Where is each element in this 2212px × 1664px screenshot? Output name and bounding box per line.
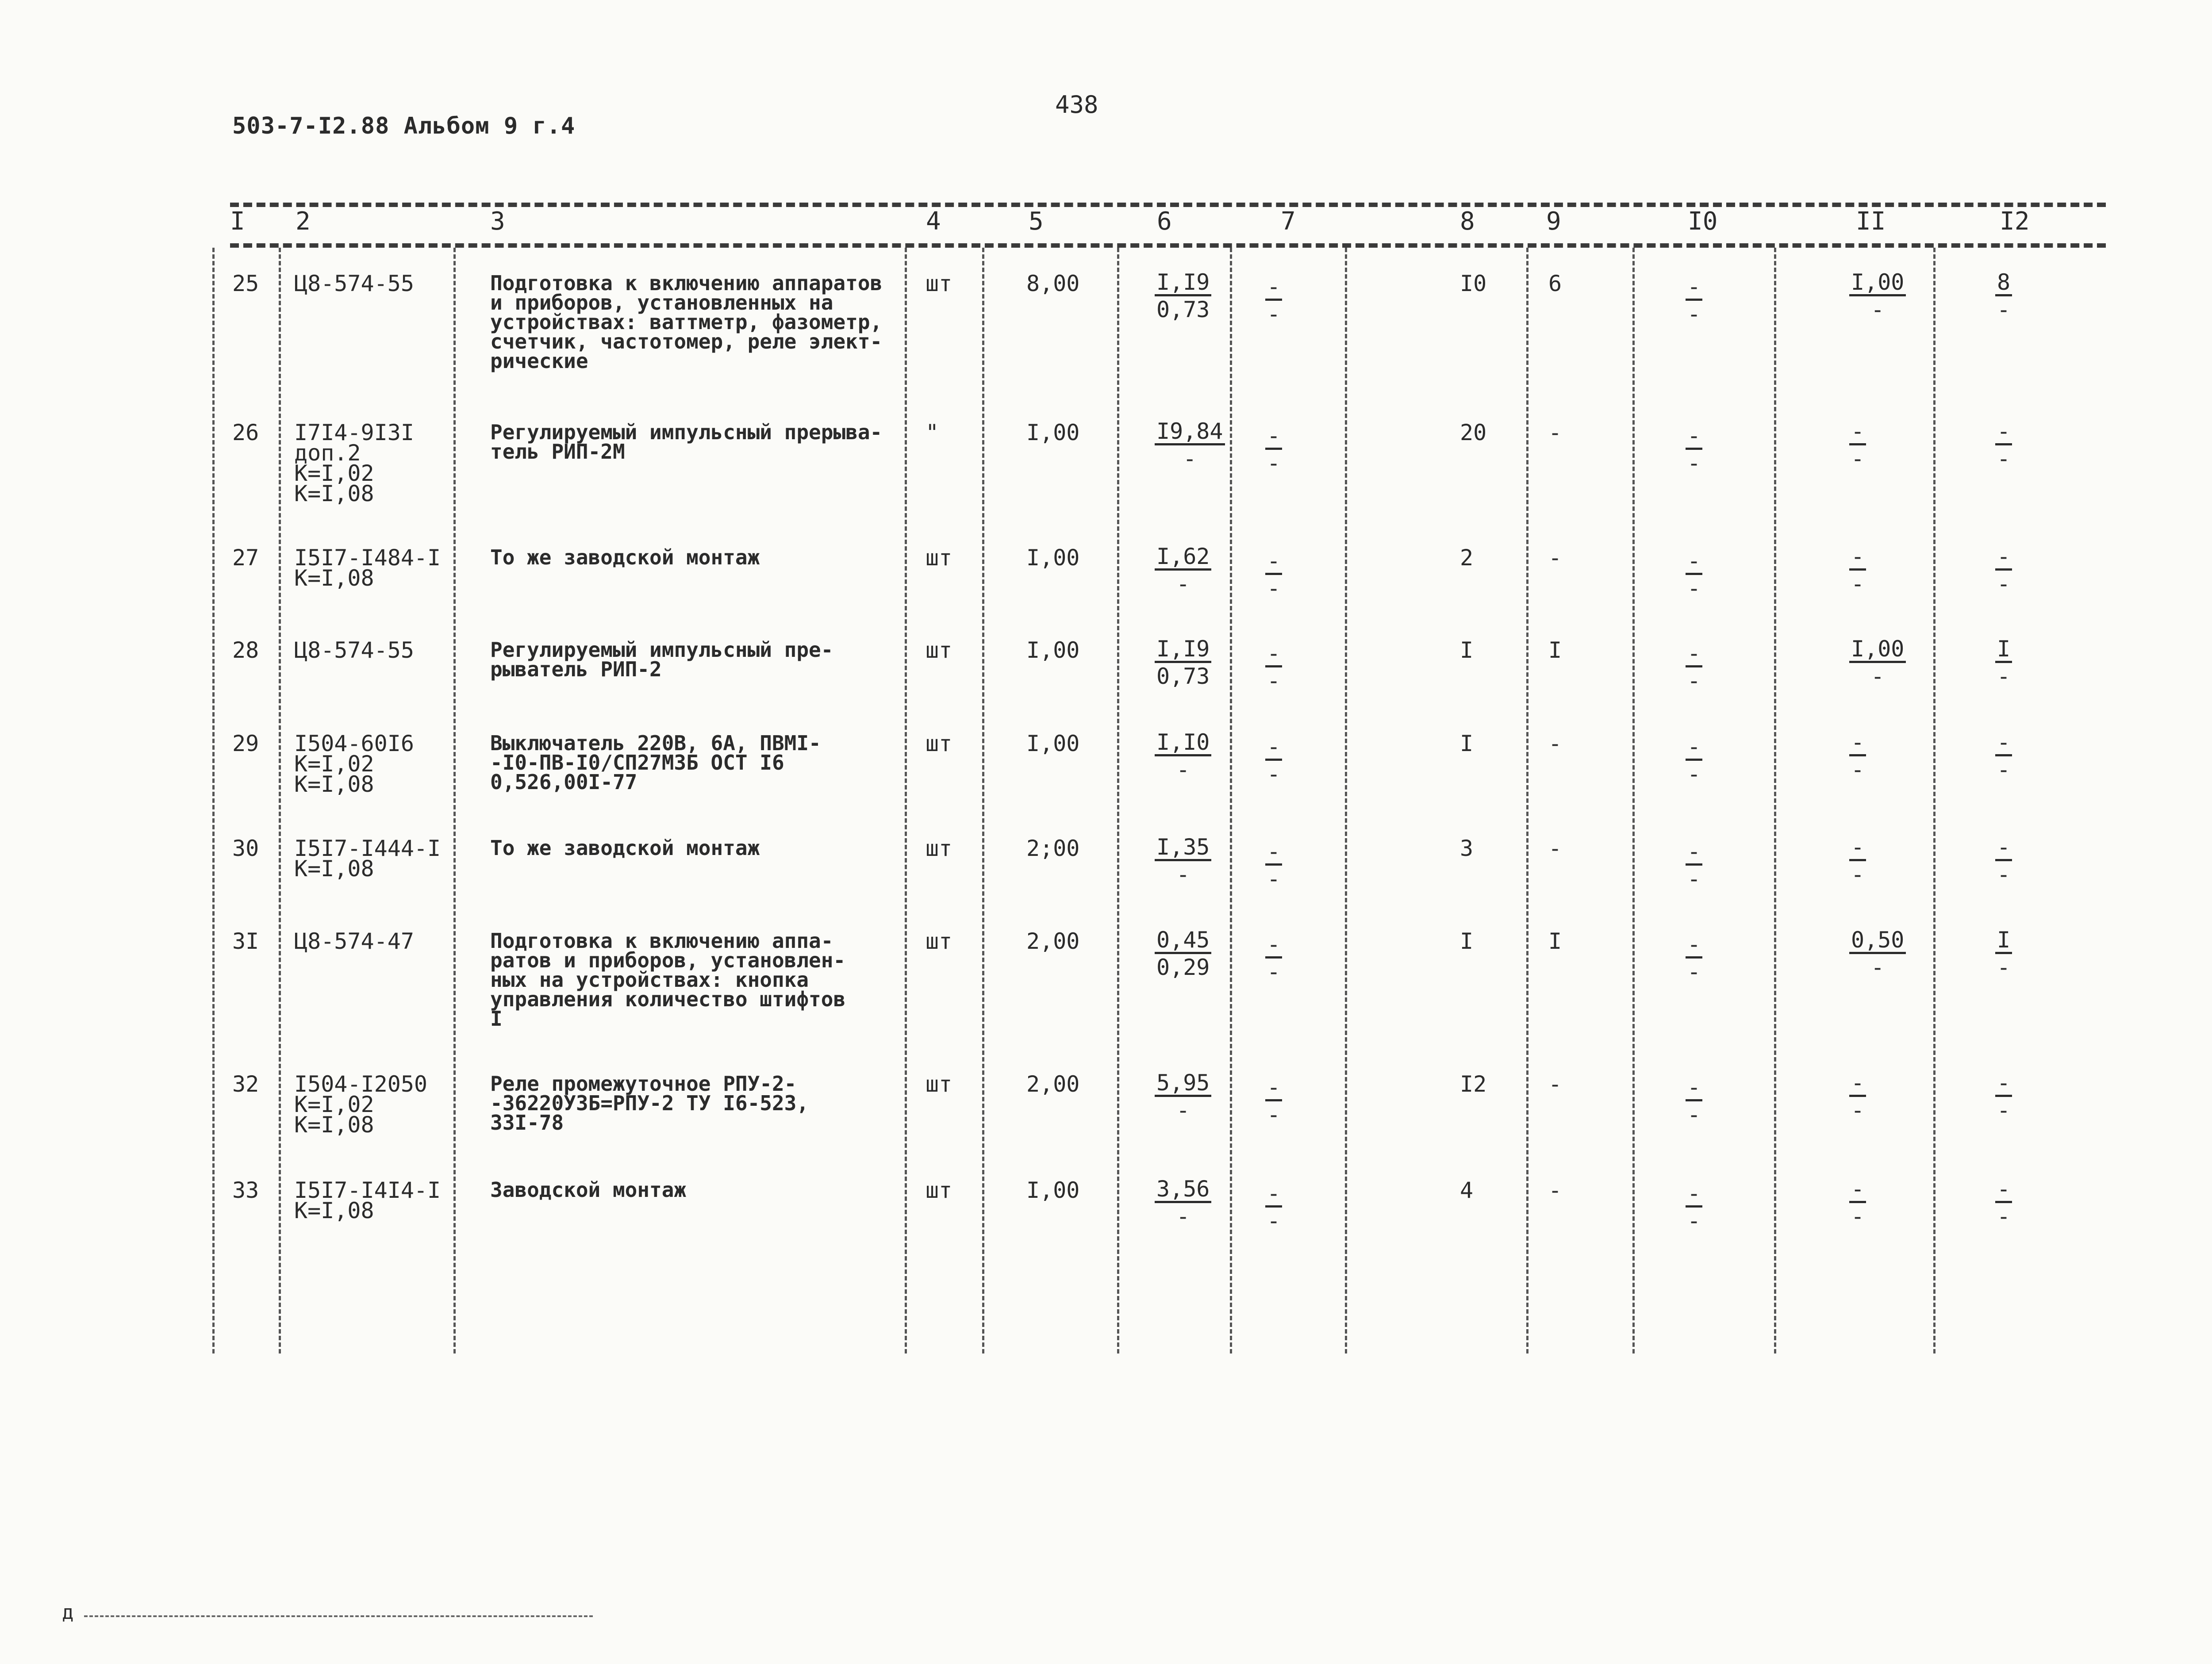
- column-number: 2: [296, 207, 311, 236]
- col6-value-denominator: 0,73: [1156, 297, 1210, 322]
- col12-value-numerator: -: [1995, 730, 2012, 756]
- col12-value: [1995, 636, 2012, 690]
- col7-value-denominator: -: [1267, 575, 1281, 601]
- col7-value-numerator: -: [1265, 641, 1282, 667]
- col10-value: [1686, 733, 1702, 787]
- col7-value-denominator: -: [1267, 761, 1281, 787]
- col8-value: 2: [1460, 545, 1474, 571]
- col11-value-numerator: I,00: [1849, 270, 1906, 296]
- col12-value-numerator: 8: [1995, 270, 2012, 296]
- work-description: То же заводской монтаж: [490, 545, 760, 569]
- col6-value: [1155, 1070, 1211, 1123]
- col12-value-denominator: -: [1997, 1204, 2011, 1229]
- col11-value-denominator: -: [1871, 663, 1885, 689]
- col12-value: [1995, 418, 2012, 472]
- quantity: I,00: [1026, 731, 1080, 756]
- col6-value-numerator: I,62: [1155, 544, 1211, 571]
- col7-value-denominator: -: [1267, 450, 1281, 476]
- col6-value-numerator: 3,56: [1155, 1177, 1211, 1203]
- work-description: Реле промежуточное РПУ-2- -36220У3Б=РПУ-2 ТУ I6-523, 33I-78: [490, 1072, 809, 1135]
- col7-value-denominator: -: [1267, 1208, 1281, 1234]
- norm-code: Ц8-574-55: [294, 637, 414, 663]
- row-number: 27: [232, 545, 259, 571]
- col10-value-numerator: -: [1686, 735, 1702, 761]
- col6-value-numerator: I,I9: [1155, 270, 1211, 296]
- norm-code: I5I7-I4I4-I К=I,08: [294, 1177, 441, 1223]
- column-number: 9: [1546, 207, 1561, 236]
- column-divider: [279, 248, 281, 1353]
- col12-value-denominator: -: [1997, 955, 2011, 980]
- col10-value-denominator: -: [1687, 959, 1701, 985]
- col10-value: [1686, 422, 1702, 476]
- col7-value-numerator: -: [1265, 549, 1282, 575]
- quantity: 2,00: [1026, 1071, 1080, 1097]
- column-number: II: [1856, 207, 1886, 236]
- column-divider: [1933, 248, 1936, 1353]
- column-number: 4: [926, 207, 941, 236]
- col7-value-denominator: -: [1267, 959, 1281, 985]
- col6-value-denominator: -: [1176, 1204, 1190, 1229]
- unit: шт: [926, 1177, 952, 1203]
- col10-value: [1686, 548, 1702, 602]
- col11-value-numerator: -: [1849, 419, 1866, 445]
- col6-value-denominator: 0,29: [1156, 955, 1210, 980]
- column-divider: [1774, 248, 1776, 1353]
- col11-value-denominator: -: [1851, 757, 1865, 782]
- col7-value: [1265, 422, 1282, 476]
- quantity: I,00: [1026, 637, 1080, 663]
- table-header-border: [230, 243, 2106, 248]
- quantity: 8,00: [1026, 271, 1080, 296]
- col10-value: [1686, 1180, 1702, 1234]
- col11-value-numerator: 0,50: [1849, 928, 1906, 954]
- col11-value-numerator: -: [1849, 544, 1866, 571]
- work-description: Подготовка к включению аппаратов и приборов, установленных на устройствах: ваттметр, фазометр, счетчик, частотомер, реле элект- рические: [490, 271, 883, 373]
- col12-value-numerator: -: [1995, 544, 2012, 571]
- column-number: 3: [490, 207, 505, 236]
- col7-value: [1265, 838, 1282, 892]
- col6-value-denominator: -: [1176, 571, 1190, 597]
- col11-value: [1849, 1176, 1866, 1230]
- col10-value-numerator: -: [1686, 641, 1702, 667]
- col6-value-numerator: I,I9: [1155, 637, 1211, 663]
- col7-value: [1265, 1180, 1282, 1234]
- col6-value: [1155, 636, 1211, 690]
- col12-value: [1995, 269, 2012, 323]
- col8-value: I2: [1460, 1071, 1487, 1097]
- col10-value-denominator: -: [1687, 1102, 1701, 1127]
- col6-value-numerator: I9,84: [1155, 419, 1225, 445]
- col10-value: [1686, 931, 1702, 985]
- col12-value-numerator: -: [1995, 419, 2012, 445]
- col10-value-denominator: -: [1687, 761, 1701, 787]
- col6-value-denominator: 0,73: [1156, 663, 1210, 689]
- col11-value: [1849, 636, 1906, 690]
- column-divider: [1345, 248, 1347, 1353]
- col10-value-numerator: -: [1686, 932, 1702, 959]
- col10-value-denominator: -: [1687, 866, 1701, 892]
- col12-value: [1995, 543, 2012, 597]
- unit: ": [926, 420, 939, 445]
- col6-value: [1155, 834, 1211, 888]
- col12-value: [1995, 927, 2012, 981]
- col7-value: [1265, 273, 1282, 327]
- norm-code: I504-60I6 К=I,02 К=I,08: [294, 731, 414, 797]
- column-number: 5: [1029, 207, 1044, 236]
- col8-value: I: [1460, 731, 1474, 756]
- col11-value: [1849, 834, 1866, 888]
- unit: шт: [926, 271, 952, 296]
- col11-value-numerator: -: [1849, 730, 1866, 756]
- col11-value: [1849, 543, 1866, 597]
- col7-value: [1265, 931, 1282, 985]
- col12-value: [1995, 729, 2012, 783]
- col7-value-denominator: -: [1267, 301, 1281, 327]
- col12-value-denominator: -: [1997, 757, 2011, 782]
- col10-value-denominator: -: [1687, 575, 1701, 601]
- col12-value: [1995, 834, 2012, 888]
- col6-value-numerator: 5,95: [1155, 1071, 1211, 1097]
- col6-value: [1155, 543, 1211, 597]
- col11-value-numerator: -: [1849, 835, 1866, 861]
- col7-value-numerator: -: [1265, 275, 1282, 301]
- column-divider: [1117, 248, 1119, 1353]
- column-divider: [1526, 248, 1528, 1353]
- norm-code: Ц8-574-55: [294, 271, 414, 296]
- norm-code: I504-I2050 К=I,02 К=I,08: [294, 1071, 428, 1138]
- column-number: I: [230, 207, 245, 236]
- column-divider: [982, 248, 984, 1353]
- col8-value: I: [1460, 928, 1474, 954]
- col11-value: [1849, 269, 1906, 323]
- col11-value-numerator: -: [1849, 1177, 1866, 1203]
- col10-value-denominator: -: [1687, 668, 1701, 694]
- col12-value-denominator: -: [1997, 297, 2011, 322]
- col6-value-numerator: I,I0: [1155, 730, 1211, 756]
- col12-value-numerator: I: [1995, 637, 2012, 663]
- col9-value: -: [1548, 836, 1562, 861]
- col8-value: I: [1460, 637, 1474, 663]
- col11-value-denominator: -: [1851, 862, 1865, 887]
- col12-value-denominator: -: [1997, 663, 2011, 689]
- col11-value: [1849, 418, 1866, 472]
- col9-value: I: [1548, 928, 1562, 954]
- norm-code: I5I7-I444-I К=I,08: [294, 836, 441, 882]
- quantity: 2,00: [1026, 928, 1080, 954]
- col7-value-numerator: -: [1265, 424, 1282, 450]
- work-description: Регулируемый импульсный пре- рыватель РИП-2: [490, 638, 833, 681]
- col9-value: I: [1548, 637, 1562, 663]
- col10-value: [1686, 640, 1702, 694]
- col11-value-denominator: -: [1851, 571, 1865, 597]
- work-description: Заводской монтаж: [490, 1178, 687, 1202]
- column-divider: [905, 248, 907, 1353]
- column-divider: [1632, 248, 1635, 1353]
- col10-value: [1686, 838, 1702, 892]
- col11-value-numerator: -: [1849, 1071, 1866, 1097]
- work-description: Подготовка к включению аппа- ратов и приборов, установлен- ных на устройствах: кнопка управления количество штифтов I: [490, 929, 846, 1031]
- col10-value-numerator: -: [1686, 1181, 1702, 1208]
- col8-value: 3: [1460, 836, 1474, 861]
- col7-value-denominator: -: [1267, 668, 1281, 694]
- col10-value-numerator: -: [1686, 1075, 1702, 1101]
- col6-value: [1155, 927, 1211, 981]
- col7-value-numerator: -: [1265, 1181, 1282, 1208]
- col10-value-numerator: -: [1686, 840, 1702, 866]
- table-top-border: [230, 203, 2106, 207]
- row-number: 26: [232, 420, 259, 445]
- column-number: I0: [1688, 207, 1718, 236]
- col6-value-denominator: -: [1176, 757, 1190, 782]
- col10-value-denominator: -: [1687, 301, 1701, 327]
- col7-value: [1265, 733, 1282, 787]
- row-number: 25: [232, 271, 259, 296]
- col7-value-numerator: -: [1265, 840, 1282, 866]
- col12-value: [1995, 1070, 2012, 1123]
- col8-value: I0: [1460, 271, 1487, 296]
- col7-value-numerator: -: [1265, 1075, 1282, 1101]
- col7-value: [1265, 548, 1282, 602]
- col12-value-denominator: -: [1997, 571, 2011, 597]
- col6-value-numerator: 0,45: [1155, 928, 1211, 954]
- col10-value-numerator: -: [1686, 549, 1702, 575]
- col6-value: [1155, 269, 1211, 323]
- norm-code: I7I4-9I3I доп.2 К=I,02 К=I,08: [294, 420, 414, 506]
- sheet-reference: 503-7-I2.88 Альбом 9 г.4: [232, 113, 576, 139]
- quantity: I,00: [1026, 1177, 1080, 1203]
- col12-value-numerator: -: [1995, 1177, 2012, 1203]
- col7-value-denominator: -: [1267, 866, 1281, 892]
- col8-value: 4: [1460, 1177, 1474, 1203]
- norm-code: I5I7-I484-I К=I,08: [294, 545, 441, 591]
- work-description: То же заводской монтаж: [490, 836, 760, 860]
- norm-code: Ц8-574-47: [294, 928, 414, 954]
- col6-value-denominator: -: [1176, 862, 1190, 887]
- col7-value: [1265, 1074, 1282, 1128]
- col10-value: [1686, 1074, 1702, 1128]
- unit: шт: [926, 731, 952, 756]
- col11-value: [1849, 729, 1866, 783]
- row-number: 3I: [232, 928, 259, 954]
- col12-value-numerator: -: [1995, 835, 2012, 861]
- page-number: 438: [1055, 91, 1098, 119]
- col11-value: [1849, 927, 1906, 981]
- col12-value-denominator: -: [1997, 446, 2011, 472]
- col12-value-denominator: -: [1997, 862, 2011, 887]
- col9-value: -: [1548, 1071, 1562, 1097]
- footer-mark: д: [62, 1601, 74, 1624]
- col12-value-numerator: -: [1995, 1071, 2012, 1097]
- work-description: Выключатель 220В, 6А, ПВМI- -I0-ПВ-I0/СП27М3Б ОСТ I6 0,526,00I-77: [490, 731, 821, 794]
- col11-value-denominator: -: [1851, 1204, 1865, 1229]
- col8-value: 20: [1460, 420, 1487, 445]
- row-number: 32: [232, 1071, 259, 1097]
- col7-value-numerator: -: [1265, 735, 1282, 761]
- col9-value: 6: [1548, 271, 1562, 296]
- col6-value: [1155, 418, 1225, 472]
- column-divider: [453, 248, 456, 1353]
- row-number: 33: [232, 1177, 259, 1203]
- row-number: 29: [232, 731, 259, 756]
- quantity: I,00: [1026, 420, 1080, 445]
- column-number: 7: [1281, 207, 1296, 236]
- column-divider: [212, 248, 215, 1353]
- col6-value-denominator: -: [1176, 1097, 1190, 1123]
- col9-value: -: [1548, 420, 1562, 445]
- col11-value-denominator: -: [1871, 955, 1885, 980]
- col10-value: [1686, 273, 1702, 327]
- work-description: Регулируемый импульсный прерыва- тель РИП-2М: [490, 420, 883, 464]
- col10-value-denominator: -: [1687, 450, 1701, 476]
- column-number: 8: [1460, 207, 1475, 236]
- col6-value: [1155, 1176, 1211, 1230]
- col12-value-denominator: -: [1997, 1097, 2011, 1123]
- unit: шт: [926, 836, 952, 861]
- col11-value-numerator: I,00: [1849, 637, 1906, 663]
- col10-value-numerator: -: [1686, 275, 1702, 301]
- column-divider: [1230, 248, 1232, 1353]
- col11-value-denominator: -: [1851, 1097, 1865, 1123]
- col11-value: [1849, 1070, 1866, 1123]
- quantity: I,00: [1026, 545, 1080, 571]
- col6-value: [1155, 729, 1211, 783]
- col10-value-denominator: -: [1687, 1208, 1701, 1234]
- col9-value: -: [1548, 731, 1562, 756]
- quantity: 2;00: [1026, 836, 1080, 861]
- unit: шт: [926, 545, 952, 571]
- unit: шт: [926, 1071, 952, 1097]
- col11-value-denominator: -: [1851, 446, 1865, 472]
- row-number: 30: [232, 836, 259, 861]
- col7-value-denominator: -: [1267, 1102, 1281, 1127]
- col12-value: [1995, 1176, 2012, 1230]
- col9-value: -: [1548, 545, 1562, 571]
- col12-value-numerator: I: [1995, 928, 2012, 954]
- col6-value-numerator: I,35: [1155, 835, 1211, 861]
- column-number: 6: [1157, 207, 1172, 236]
- col11-value-denominator: -: [1871, 297, 1885, 322]
- col7-value: [1265, 640, 1282, 694]
- unit: шт: [926, 928, 952, 954]
- col7-value-numerator: -: [1265, 932, 1282, 959]
- col9-value: -: [1548, 1177, 1562, 1203]
- footer-line: [84, 1615, 593, 1617]
- column-number: I2: [2000, 207, 2030, 236]
- col6-value-denominator: -: [1183, 446, 1197, 472]
- unit: шт: [926, 637, 952, 663]
- row-number: 28: [232, 637, 259, 663]
- col10-value-numerator: -: [1686, 424, 1702, 450]
